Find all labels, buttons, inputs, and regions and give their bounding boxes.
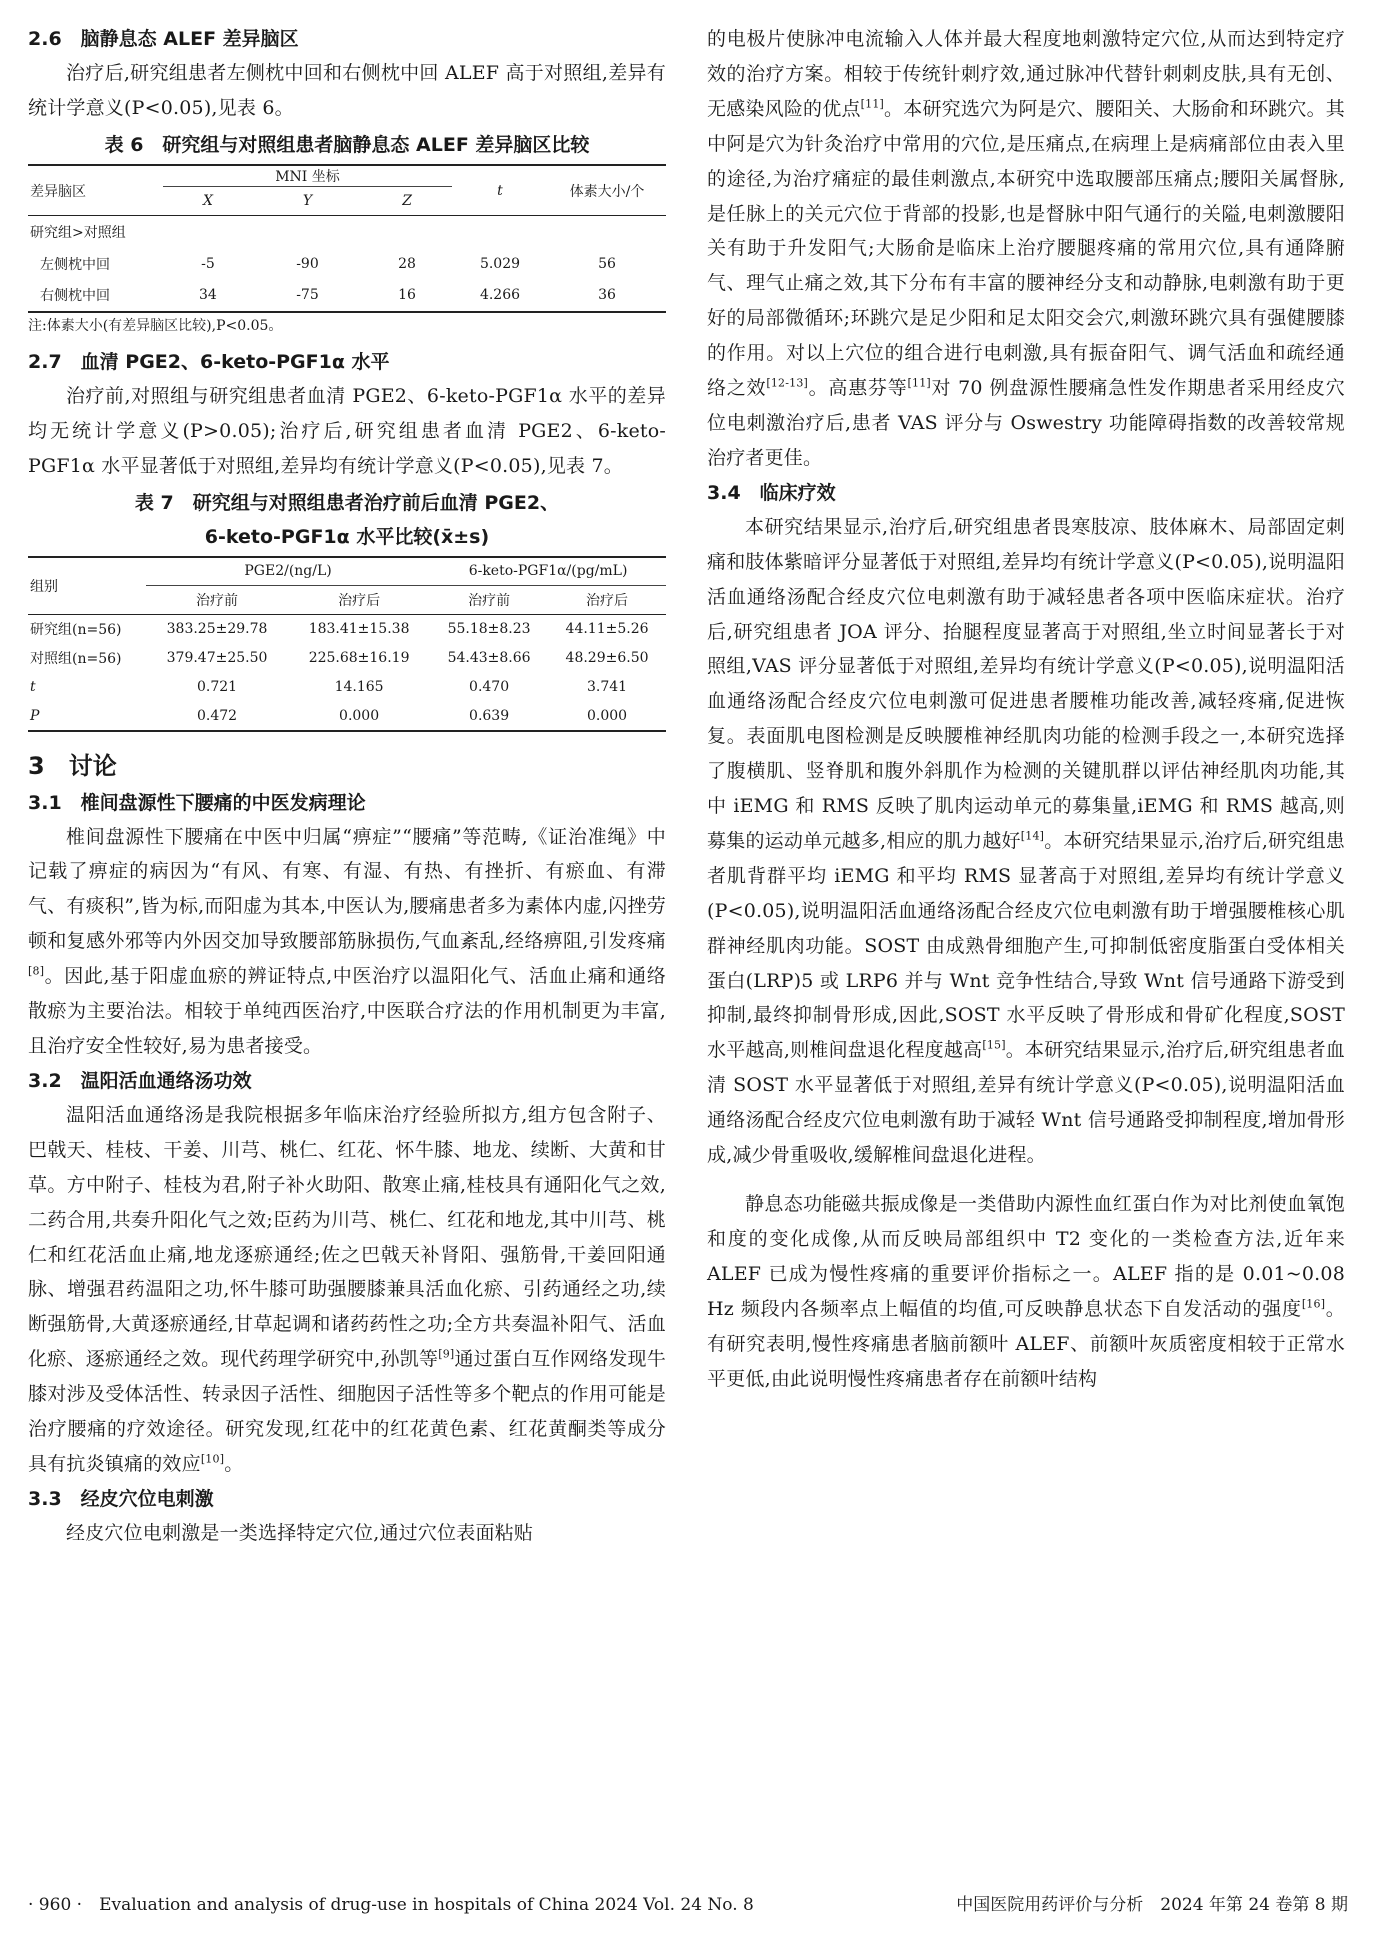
right-column <box>707 22 1345 1396</box>
table-6-header-row-1 <box>28 165 666 187</box>
text-run: 。 <box>224 1452 244 1475</box>
left-column <box>28 22 666 1551</box>
table-7-caption-line-2: 6-keto-PGF1α 水平比较(x̄±s) <box>204 525 490 548</box>
table-6-header-region: 差异脑区 <box>30 183 86 200</box>
text-run: 温阳活血通络汤是我院根据多年临床治疗经验所拟方,组方包含附子、巴戟天、桂枝、干姜、川芎、桃仁、红花、怀牛膝、地龙、续断、大黄和甘草。方中附子、桂枝为君,附子补火助阳、散寒止痛,桂枝具有通阳化气之效,二药合用,共奏升阳化气之效;臣药为川芎、桃仁、红花和地龙,其中川芎、桃仁和红花活血止痛,地龙逐瘀通经;佐之巴戟天补肾阳、强筋骨,干姜回阳通脉、增强君药温阳之功,怀牛膝可助强腰膝兼具活血化瘀、引药通经之功,续断强筋骨,大黄逐瘀通经,甘草起调和诸药药性之功;全方共奏温补阳气、活血化瘀、逐瘀通经之效。现代药理学研究中,孙凯等 <box>28 1103 666 1371</box>
footer-right-text: 中国医院用药评价与分析 2024 年第 24 卷第 8 期 <box>956 1895 1348 1915</box>
table-6-row <box>28 280 666 312</box>
text-run: 对 70 例盘源性腰痛急性发作期患者采用经皮穴位电刺激治疗后,患者 VAS 评分与 Oswestry 功能障碍指数的改善较常规治疗者更佳。 <box>707 377 1345 469</box>
table-7-cell: 14.165 <box>334 679 384 696</box>
table-6-cell-y: -90 <box>296 255 319 272</box>
text-run: 通过蛋白互作网络发现牛膝对涉及受体活性、转录因子活性、细胞因子活性等多个靶点的作用可能是治疗腰痛的疗效途径。研究发现,红花中的红花黄色素、红花黄酮类等成分具有抗炎镇痛的效应 <box>28 1348 666 1475</box>
table-6-group-row <box>28 216 666 248</box>
table-7-row <box>28 644 666 673</box>
table-7-cell-group: t <box>30 679 36 696</box>
table-6-header-mni: MNI 坐标 <box>163 165 452 187</box>
table-7-cell: 183.41±15.38 <box>308 621 410 638</box>
table-6-header-y: Y <box>302 193 313 210</box>
table-6 <box>28 164 666 313</box>
table-6-cell-t: 5.029 <box>479 255 521 272</box>
text-run: 本研究结果显示,治疗后,研究组患者畏寒肢凉、肢体麻木、局部固定刺痛和肢体紫暗评分显著低于对照组,差异均有统计学意义(P<0.05),说明温阳活血通络汤配合经皮穴位电刺激有助于减轻患者各项中医临床症状。治疗后,研究组患者 JOA 评分、抬腿程度显著高于对照组,坐立时间显著长于对照组,VAS 评分显著低于对照组,差异均有统计学意义(P<0.05),说明温阳活血通络汤配合经皮穴位电刺激可促进患者腰椎功能改善,减轻疼痛,促进恢复。表面肌电图检测是反映腰椎神经肌肉功能的检测手段之一,本研究选择了腹横肌、竖脊肌和腹外斜肌作为检测的关键肌群以评估神经肌肉功能,其中 iEMG 和 RMS 反映了肌肉运动单元的募集量,iEMG 和 RMS 越高,则募集的运动单元越多,相应的肌力越好 <box>707 515 1345 852</box>
text-run: 的电极片使脉冲电流输入人体并最大程度地刺激特定穴位,从而达到特定疗效的治疗方案。相较于传统针刺疗效,通过脉冲代替针刺刺皮肤,具有无创、无感染风险的优点 <box>707 28 1345 120</box>
text-run: 。高惠芬等 <box>808 377 908 400</box>
table-7-cell: 55.18±8.23 <box>447 621 531 638</box>
citation-ref: [15] <box>982 1039 1006 1053</box>
text-run: 。有研究表明,慢性疼痛患者脑前额叶 ALEF、前额叶灰质密度相较于正常水平更低,由此说明慢性疼痛患者存在前额叶结构 <box>707 1297 1345 1390</box>
section-3-1-paragraph <box>28 820 666 1064</box>
section-3-2-paragraph <box>28 1098 666 1482</box>
citation-ref: [14] <box>1020 829 1045 843</box>
table-7-cell: 225.68±16.19 <box>308 650 410 667</box>
table-7-header-pge2: PGE2/(ng/L) <box>146 557 430 586</box>
table-6-caption: 表 6 研究组与对照组患者脑静息态 ALEF 差异脑区比较 <box>104 133 590 156</box>
table-6-header-t: t <box>497 182 503 199</box>
text-run: 。本研究结果显示,治疗后,研究组患者血清 SOST 水平显著低于对照组,差异有统计学意义(P<0.05),说明温阳活血通络汤配合经皮穴位电刺激有助于减轻 Wnt 信号通路受抑制程度,增加骨形成,减少骨重吸收,缓解椎间盘退化进程。 <box>707 1039 1345 1167</box>
table-7-cell: 0.000 <box>586 707 628 724</box>
table-7-cell: 3.741 <box>586 679 628 696</box>
text-run: 。本研究结果显示,治疗后,研究组患者肌背群平均 iEMG 和平均 RMS 显著高于对照组,差异均有统计学意义(P<0.05),说明温阳活血通络汤配合经皮穴位电刺激有助于增强腰椎核心肌群神经肌肉功能。SOST 由成熟骨细胞产生,可抑制低密度脂蛋白受体相关蛋白(LRP)5 或 LRP6 并与 Wnt 竞争性结合,导致 Wnt 信号通路下游受到抑制,最终抑制骨形成,因此,SOST 水平反映了骨形成和骨矿化程度,SOST 水平越高,则椎间盘退化程度越高 <box>707 829 1345 1062</box>
citation-ref: [9] <box>438 1347 455 1361</box>
section-3-heading: 3 讨论 <box>28 751 117 780</box>
table-7-header-group: 组别 <box>30 578 58 595</box>
citation-ref: [12-13] <box>766 376 809 390</box>
section-2-6-heading: 2.6 脑静息态 ALEF 差异脑区 <box>28 28 299 50</box>
section-3-4-paragraph-2 <box>707 1187 1345 1396</box>
table-6-cell-voxel: 36 <box>598 287 616 304</box>
table-7-header-keto-before: 治疗前 <box>468 593 511 610</box>
table-6-row <box>28 248 666 280</box>
footer-left-text: · 960 · Evaluation and analysis of drug-use in hospitals of China 2024 Vol. 24 No. 8 <box>28 1895 754 1915</box>
table-6-cell-z: 28 <box>398 255 416 272</box>
section-3-4-heading: 3.4 临床疗效 <box>707 481 836 504</box>
text-run: 。因此,基于阳虚血瘀的辨证特点,中医治疗以温阳化气、活血止痛和通络散瘀为主要治法。相较于单纯西医治疗,中医联合疗法的作用机制更为丰富,且治疗安全性较好,易为患者接受。 <box>28 965 666 1057</box>
section-3-4-paragraph <box>707 510 1345 1173</box>
table-7-cell: 44.11±5.26 <box>565 621 649 638</box>
citation-ref: [8] <box>28 964 45 978</box>
table-7-header-row-1 <box>28 557 666 586</box>
table-7-header-pge2-after: 治疗后 <box>338 593 381 610</box>
citation-ref: [16] <box>1301 1297 1326 1311</box>
table-6-header-x: X <box>202 193 213 210</box>
table-7-cell: 54.43±8.66 <box>447 650 531 667</box>
table-6-header-z: Z <box>402 193 412 210</box>
table-7-cell-group: 研究组(n=56) <box>30 622 122 639</box>
table-7-header-keto-after: 治疗后 <box>586 593 629 610</box>
table-7-cell: 379.47±25.50 <box>166 650 268 667</box>
table-7-header-pge2-before: 治疗前 <box>196 593 239 610</box>
section-3-3-continued-paragraph <box>707 22 1345 476</box>
section-2-6-paragraph: 治疗后,研究组患者左侧枕中回和右侧枕中回 ALEF 高于对照组,差异有统计学意义(P<0.05),见表 6。 <box>28 62 666 119</box>
table-6-cell-y: -75 <box>296 287 319 304</box>
table-7-cell-group: 对照组(n=56) <box>30 651 122 668</box>
table-7-cell-group: P <box>30 707 40 724</box>
table-7-caption-line-1: 表 7 研究组与对照组患者治疗前后血清 PGE2、 <box>134 491 560 514</box>
section-2-7-paragraph: 治疗前,对照组与研究组患者血清 PGE2、6-keto-PGF1α 水平的差异均无统计学意义(P>0.05);治疗后,研究组患者血清 PGE2、6-keto-PGF1α 水平显著低于对照组,差异均有统计学意义(P<0.05),见表 7。 <box>28 384 666 477</box>
section-3-3-paragraph: 经皮穴位电刺激是一类选择特定穴位,通过穴位表面粘贴 <box>66 1521 534 1544</box>
table-7-cell: 0.472 <box>196 707 238 724</box>
table-6-cell-region: 右侧枕中回 <box>40 288 110 305</box>
table-7-cell: 48.29±6.50 <box>565 650 649 667</box>
table-7-header-keto: 6-keto-PGF1α/(pg/mL) <box>430 557 666 586</box>
section-2-7-heading: 2.7 血清 PGE2、6-keto-PGF1α 水平 <box>28 350 390 373</box>
table-6-cell-x: 34 <box>199 287 217 304</box>
table-7-row <box>28 615 666 644</box>
table-7-row <box>28 702 666 731</box>
table-7 <box>28 556 666 732</box>
text-run: 。本研究选穴为阿是穴、腰阳关、大肠俞和环跳穴。其中阿是穴为针灸治疗中常用的穴位,是压痛点,在病理上是病痛部位由表入里的途径,为治疗痛症的最佳刺激点,本研究中选取腰部压痛点;腰阳关属督脉,是任脉上的关元穴位于背部的投影,也是督脉中阳气通行的关隘,电刺激腰阳关有助于升发阳气;大肠俞是临床上治疗腰腿疼痛的常用穴位,具有通降腑气、理气止痛之效,其下分布有丰富的腰神经分支和动静脉,电刺激有助于更好的局部微循环;环跳穴是足少阳和足太阳交会穴,刺激环跳穴具有强健腰膝的作用。对以上穴位的组合进行电刺激,具有振奋阳气、调气活血和疏经通络之效 <box>707 97 1345 400</box>
table-6-note: 注:体素大小(有差异脑区比较),P<0.05。 <box>28 317 283 334</box>
section-3-3-heading: 3.3 经皮穴位电刺激 <box>28 1487 214 1510</box>
table-7-cell: 0.470 <box>469 679 510 696</box>
section-3-2-heading: 3.2 温阳活血通络汤功效 <box>28 1069 252 1092</box>
citation-ref: [10] <box>200 1452 225 1466</box>
table-7-cell: 0.000 <box>339 707 380 724</box>
text-run: 静息态功能磁共振成像是一类借助内源性血红蛋白作为对比剂使血氧饱和度的变化成像,从而反映局部组织中 T2 变化的一类检查方法,近年来 ALEF 已成为慢性疼痛的重要评价指标之一。ALEF 指的是 0.01~0.08 Hz 频段内各频率点上幅值的均值,可反映静息状态下自发活动的强度 <box>707 1193 1345 1320</box>
table-6-cell-x: -5 <box>201 255 215 272</box>
citation-ref: [11] <box>860 97 885 111</box>
table-7-cell: 0.721 <box>196 679 238 696</box>
table-6-cell-z: 16 <box>398 287 416 304</box>
table-6-group-label: 研究组>对照组 <box>30 225 126 242</box>
table-7-cell: 0.639 <box>469 707 510 724</box>
table-6-cell-region: 左侧枕中回 <box>40 256 110 273</box>
table-6-cell-voxel: 56 <box>598 255 616 272</box>
table-6-cell-t: 4.266 <box>479 287 521 304</box>
section-3-1-heading: 3.1 椎间盘源性下腰痛的中医发病理论 <box>28 791 366 814</box>
text-run: 椎间盘源性下腰痛在中医中归属“痹症”“腰痛”等范畴,《证治准绳》中记载了痹症的病因为“有风、有寒、有湿、有热、有挫折、有瘀血、有滞气、有痰积”,皆为标,而阳虚为其本,中医认为,腰痛患者多为素体内虚,闪挫劳顿和复感外邪等内外因交加导致腰部筋脉损伤,气血紊乱,经络痹阻,引发疼痛 <box>28 825 666 953</box>
table-6-header-voxel: 体素大小/个 <box>569 183 645 200</box>
table-7-row <box>28 673 666 702</box>
citation-ref: [11] <box>907 376 931 390</box>
table-7-cell: 383.25±29.78 <box>166 621 268 638</box>
